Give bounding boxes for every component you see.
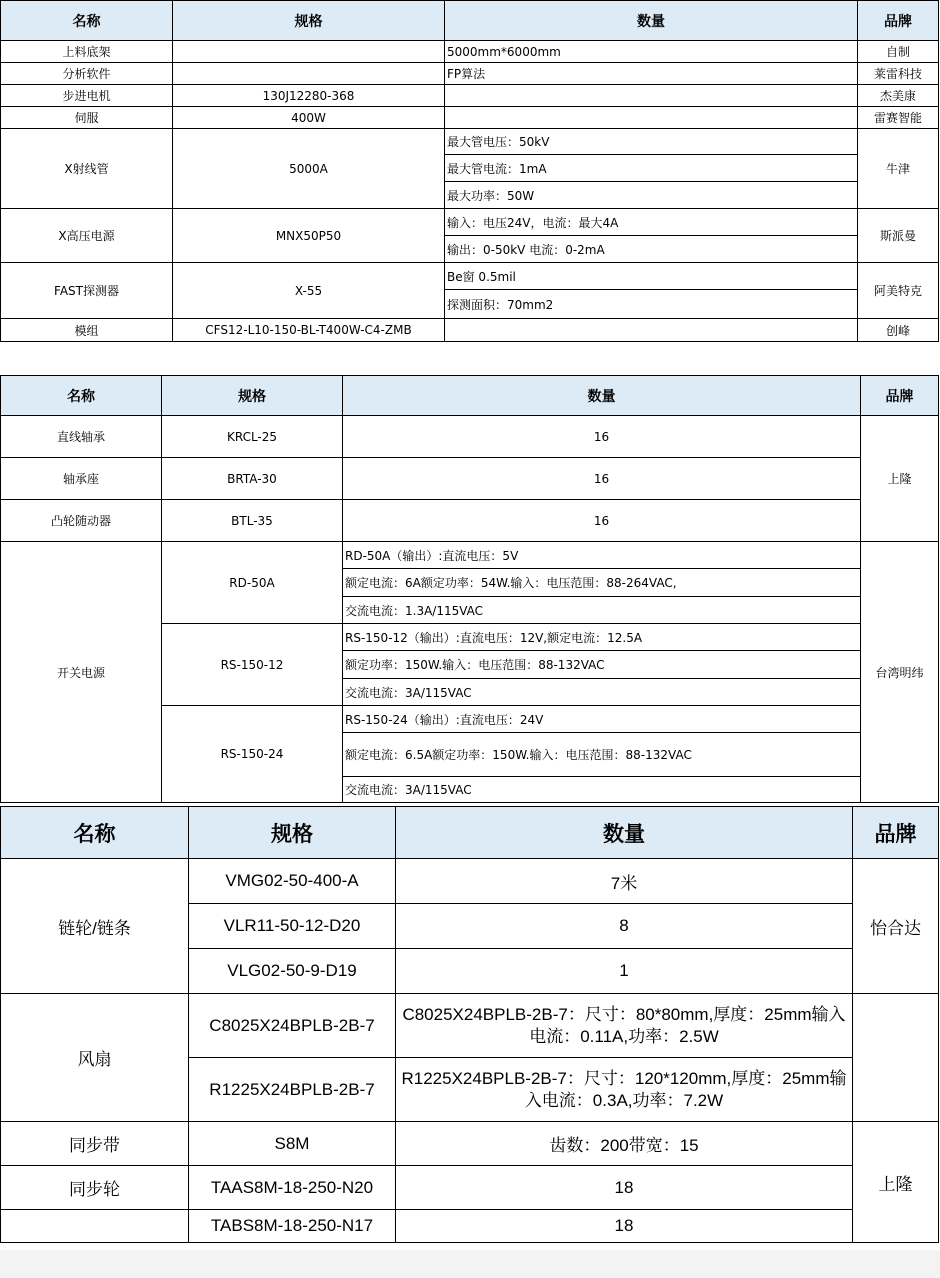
cell-name: 伺服	[1, 107, 173, 129]
cell-spec: BRTA-30	[162, 458, 343, 500]
table-row	[1, 859, 939, 904]
header-spec: 规格	[162, 376, 343, 416]
cell-brand: 斯派曼	[858, 209, 939, 263]
cell-spec: 400W	[173, 107, 445, 129]
cell-name: 模组	[1, 319, 173, 342]
cell-name: 直线轴承	[1, 416, 162, 458]
cell-qty: 16	[343, 500, 861, 542]
table-header-row	[1, 1, 939, 41]
cell-qty: 16	[343, 416, 861, 458]
cell-qty	[445, 319, 858, 342]
cell-spec: VMG02-50-400-A	[189, 859, 396, 904]
table-row	[1, 263, 939, 290]
cell-qty-line: RS-150-24（输出）:直流电压：24V	[343, 706, 861, 733]
cell-name: 分析软件	[1, 63, 173, 85]
cell-qty-line: 额定电流：6.5A额定功率：150W.输入：电压范围：88-132VAC	[343, 733, 861, 777]
cell-spec	[173, 63, 445, 85]
cell-spec: 130J12280-368	[173, 85, 445, 107]
table-row	[1, 107, 939, 129]
parts-table-1	[0, 0, 939, 342]
header-brand: 品牌	[861, 376, 939, 416]
cell-brand: 牛津	[858, 129, 939, 209]
cell-brand: 上隆	[861, 416, 939, 542]
cell-brand: 台湾明纬	[861, 542, 939, 803]
page-footer	[0, 1250, 940, 1278]
cell-qty-line: 输出：0-50kV 电流：0-2mA	[445, 236, 858, 263]
cell-qty-line: 交流电流：1.3A/115VAC	[343, 597, 861, 624]
table-row	[1, 41, 939, 63]
header-spec: 规格	[173, 1, 445, 41]
cell-qty-line: R1225X24BPLB-2B-7：尺寸：120*120mm,厚度：25mm输	[401, 1068, 847, 1088]
cell-brand: 杰美康	[858, 85, 939, 107]
table-row	[1, 994, 939, 1058]
cell-qty-line: 交流电流：3A/115VAC	[343, 777, 861, 803]
cell-qty-line: 输入：电压24V，电流：最大4A	[445, 209, 858, 236]
cell-name: 同步轮	[1, 1166, 189, 1210]
cell-name: 开关电源	[1, 542, 162, 803]
cell-spec: X-55	[173, 263, 445, 319]
cell-brand: 阿美特克	[858, 263, 939, 319]
cell-qty	[396, 994, 853, 1058]
table-row	[1, 542, 939, 569]
cell-qty: 7米	[396, 859, 853, 904]
cell-spec: BTL-35	[162, 500, 343, 542]
table-row	[1, 458, 939, 500]
cell-name: FAST探测器	[1, 263, 173, 319]
header-qty: 数量	[343, 376, 861, 416]
cell-qty: 8	[396, 904, 853, 949]
table-row	[1, 1166, 939, 1210]
table-header-row	[1, 807, 939, 859]
cell-qty: 18	[396, 1166, 853, 1210]
cell-spec	[173, 41, 445, 63]
cell-spec: C8025X24BPLB-2B-7	[189, 994, 396, 1058]
table-row	[1, 500, 939, 542]
cell-qty-line: 最大管电流：1mA	[445, 155, 858, 182]
header-name: 名称	[1, 1, 173, 41]
cell-spec: R1225X24BPLB-2B-7	[189, 1058, 396, 1122]
cell-qty-line: 交流电流：3A/115VAC	[343, 679, 861, 706]
cell-name: X高压电源	[1, 209, 173, 263]
cell-qty-line: 额定功率：150W.输入：电压范围：88-132VAC	[343, 651, 861, 679]
table-row	[1, 1210, 939, 1243]
cell-qty: 16	[343, 458, 861, 500]
parts-table-3	[0, 806, 939, 1243]
cell-qty: FP算法	[445, 63, 858, 85]
cell-name: X射线管	[1, 129, 173, 209]
table-row	[1, 416, 939, 458]
cell-spec: VLR11-50-12-D20	[189, 904, 396, 949]
cell-name: 同步带	[1, 1122, 189, 1166]
header-name: 名称	[1, 376, 162, 416]
table-row	[1, 1122, 939, 1166]
parts-table-2	[0, 375, 939, 803]
cell-spec: TAAS8M-18-250-N20	[189, 1166, 396, 1210]
cell-brand: 自制	[858, 41, 939, 63]
cell-brand	[853, 994, 939, 1122]
cell-spec: KRCL-25	[162, 416, 343, 458]
cell-spec: RS-150-24	[162, 706, 343, 803]
cell-qty-line: 最大管电压：50kV	[445, 129, 858, 155]
cell-name: 风扇	[1, 994, 189, 1122]
cell-qty	[445, 85, 858, 107]
cell-qty	[445, 107, 858, 129]
cell-spec: MNX50P50	[173, 209, 445, 263]
table-row	[1, 129, 939, 155]
cell-qty: 1	[396, 949, 853, 994]
header-name: 名称	[1, 807, 189, 859]
table-row	[1, 63, 939, 85]
cell-name: 凸轮随动器	[1, 500, 162, 542]
table-row	[1, 85, 939, 107]
cell-qty-line: 入电流：0.3A,功率：7.2W	[524, 1090, 724, 1110]
cell-name	[1, 1210, 189, 1243]
cell-name: 上料底架	[1, 41, 173, 63]
cell-spec: S8M	[189, 1122, 396, 1166]
cell-qty	[396, 1058, 853, 1122]
cell-qty-line: 最大功率：50W	[445, 182, 858, 209]
cell-qty-line: RS-150-12（输出）:直流电压：12V,额定电流：12.5A	[343, 624, 861, 651]
header-qty: 数量	[396, 807, 853, 859]
header-brand: 品牌	[858, 1, 939, 41]
cell-name: 链轮/链条	[1, 859, 189, 994]
header-qty: 数量	[445, 1, 858, 41]
cell-spec: RD-50A	[162, 542, 343, 624]
cell-spec: RS-150-12	[162, 624, 343, 706]
cell-qty: 齿数：200带宽：15	[396, 1122, 853, 1166]
cell-name: 轴承座	[1, 458, 162, 500]
cell-brand: 怡合达	[853, 859, 939, 994]
cell-brand: 雷赛智能	[858, 107, 939, 129]
cell-spec: CFS12-L10-150-BL-T400W-C4-ZMB	[173, 319, 445, 342]
cell-qty: 18	[396, 1210, 853, 1243]
cell-qty-line: 电流：0.11A,功率：2.5W	[529, 1026, 719, 1046]
cell-spec: 5000A	[173, 129, 445, 209]
table-header-row	[1, 376, 939, 416]
cell-brand: 莱雷科技	[858, 63, 939, 85]
cell-qty-line: Be窗 0.5mil	[445, 263, 858, 290]
cell-spec: TABS8M-18-250-N17	[189, 1210, 396, 1243]
table-row	[1, 319, 939, 342]
header-spec: 规格	[189, 807, 396, 859]
cell-qty: 5000mm*6000mm	[445, 41, 858, 63]
cell-brand: 上隆	[853, 1122, 939, 1243]
cell-brand: 创峰	[858, 319, 939, 342]
cell-spec: VLG02-50-9-D19	[189, 949, 396, 994]
cell-qty-line: C8025X24BPLB-2B-7：尺寸：80*80mm,厚度：25mm输入	[402, 1004, 846, 1024]
cell-name: 步进电机	[1, 85, 173, 107]
cell-qty-line: 探测面积：70mm2	[445, 290, 858, 319]
cell-qty-line: RD-50A（输出）:直流电压：5V	[343, 542, 861, 569]
header-brand: 品牌	[853, 807, 939, 859]
cell-qty-line: 额定电流：6A额定功率：54W.输入：电压范围：88-264VAC,	[343, 569, 861, 597]
table-row	[1, 209, 939, 236]
